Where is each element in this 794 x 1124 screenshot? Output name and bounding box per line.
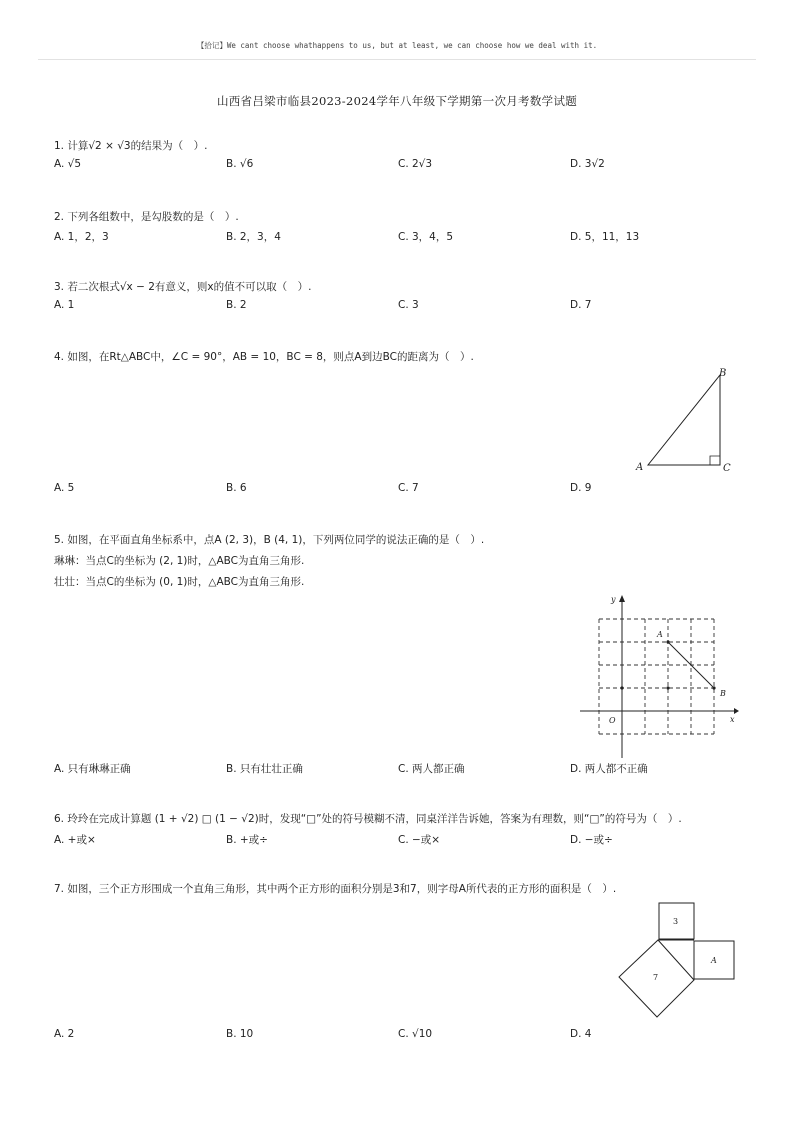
q7-option-b[interactable]: B. 10 bbox=[226, 1028, 254, 1040]
q4-option-d[interactable]: D. 9 bbox=[570, 482, 592, 494]
q5-option-b[interactable]: B. 只有壮壮正确 bbox=[226, 763, 303, 775]
question-6-stem: 6. 玲玲在完成计算题 (1 + √2) □ (1 − √2)时，发现“□”处的符号模糊不清，同桌洋洋告诉她，答案为有理数，则“□”的符号为（ ）. bbox=[54, 813, 682, 825]
q1-option-a[interactable]: A. √5 bbox=[54, 158, 82, 170]
q6-option-d[interactable]: D. −或÷ bbox=[570, 834, 613, 846]
q5-dot-2-1 bbox=[666, 686, 669, 689]
q4-option-c[interactable]: C. 7 bbox=[398, 482, 419, 494]
q5-option-a[interactable]: A. 只有琳琳正确 bbox=[54, 763, 131, 775]
q2-option-d[interactable]: D. 5，11，13 bbox=[570, 231, 640, 243]
q4-option-b[interactable]: B. 6 bbox=[226, 482, 247, 494]
page-title: 山西省吕梁市临县2023-2024学年八年级下学期第一次月考数学试题 bbox=[216, 94, 578, 108]
q5-dot-0-1 bbox=[620, 686, 623, 689]
header-divider bbox=[38, 59, 756, 60]
q5-point-b bbox=[712, 686, 715, 689]
q6-option-c[interactable]: C. −或× bbox=[398, 834, 441, 846]
question-7-stem: 7. 如图，三个正方形围成一个直角三角形，其中两个正方形的面积分别是3和7，则字母A所代表的正方形的面积是（ ）. bbox=[54, 883, 617, 895]
q3-option-a[interactable]: A. 1 bbox=[54, 299, 75, 311]
q5-label-x: x bbox=[730, 715, 735, 724]
q5-label-b: B bbox=[720, 689, 726, 698]
q2-option-b[interactable]: B. 2，3，4 bbox=[226, 231, 281, 243]
q2-option-a[interactable]: A. 1，2，3 bbox=[54, 231, 109, 243]
q5-coordinate-grid-figure bbox=[578, 592, 742, 760]
q4-label-c: C bbox=[723, 463, 731, 474]
q4-option-a[interactable]: A. 5 bbox=[54, 482, 75, 494]
q5-label-o: O bbox=[609, 716, 616, 725]
q5-y-arrow bbox=[619, 595, 625, 602]
q3-option-c[interactable]: C. 3 bbox=[398, 299, 419, 311]
q6-option-a[interactable]: A. +或× bbox=[54, 834, 96, 846]
q5-option-c[interactable]: C. 两人都正确 bbox=[398, 763, 465, 775]
question-5-statement-linlin: 琳琳：当点C的坐标为 (2, 1)时，△ABC为直角三角形. bbox=[54, 555, 305, 567]
question-3-options bbox=[54, 299, 754, 315]
q7-label-7: 7 bbox=[653, 973, 659, 982]
q1-option-d[interactable]: D. 3√2 bbox=[570, 158, 605, 170]
q5-label-y: y bbox=[611, 595, 616, 604]
question-1-options bbox=[54, 158, 754, 174]
q7-option-d[interactable]: D. 4 bbox=[570, 1028, 592, 1040]
q7-label-a: A bbox=[711, 956, 717, 965]
q7-option-a[interactable]: A. 2 bbox=[54, 1028, 75, 1040]
header-note: 【拾记】We cant choose whathappens to us, but at least, we can choose how we deal with it. bbox=[196, 41, 598, 50]
q5-option-d[interactable]: D. 两人都不正确 bbox=[570, 763, 648, 775]
question-2-stem: 2. 下列各组数中，是勾股数的是（ ）. bbox=[54, 211, 239, 223]
q4-triangle-figure bbox=[630, 364, 740, 476]
q1-option-c[interactable]: C. 2√3 bbox=[398, 158, 433, 170]
q7-option-c[interactable]: C. √10 bbox=[398, 1028, 433, 1040]
question-2-options bbox=[54, 229, 754, 245]
question-5-statement-zhuangzhuang: 壮壮：当点C的坐标为 (0, 1)时，△ABC为直角三角形. bbox=[54, 576, 305, 588]
q5-label-a: A bbox=[657, 630, 663, 639]
q2-option-c[interactable]: C. 3，4，5 bbox=[398, 231, 454, 243]
q3-option-d[interactable]: D. 7 bbox=[570, 299, 592, 311]
question-1-stem: 1. 计算√2 × √3的结果为（ ）. bbox=[54, 140, 208, 152]
q3-option-b[interactable]: B. 2 bbox=[226, 299, 247, 311]
q6-option-b[interactable]: B. +或÷ bbox=[226, 834, 268, 846]
question-4-stem: 4. 如图，在Rt△ABC中，∠C = 90°，AB = 10，BC = 8，则点A到边BC的距离为（ ）. bbox=[54, 351, 474, 363]
question-3-stem: 3. 若二次根式√x − 2有意义，则x的值不可以取（ ）. bbox=[54, 281, 312, 293]
question-5-stem: 5. 如图，在平面直角坐标系中，点A (2, 3)，B (4, 1)，下列两位同学的说法正确的是（ ）. bbox=[54, 534, 485, 546]
question-6-options bbox=[54, 832, 754, 848]
question-5-options bbox=[54, 761, 754, 777]
question-4-options bbox=[54, 482, 754, 498]
question-7-options bbox=[54, 1028, 754, 1044]
q7-label-3: 3 bbox=[673, 917, 679, 926]
q7-squares-figure bbox=[614, 900, 744, 1022]
q4-label-a: A bbox=[636, 462, 644, 473]
q4-label-b: B bbox=[719, 368, 727, 379]
q1-option-b[interactable]: B. √6 bbox=[226, 158, 254, 170]
q5-x-arrow bbox=[734, 708, 739, 714]
q5-point-a bbox=[666, 640, 669, 643]
